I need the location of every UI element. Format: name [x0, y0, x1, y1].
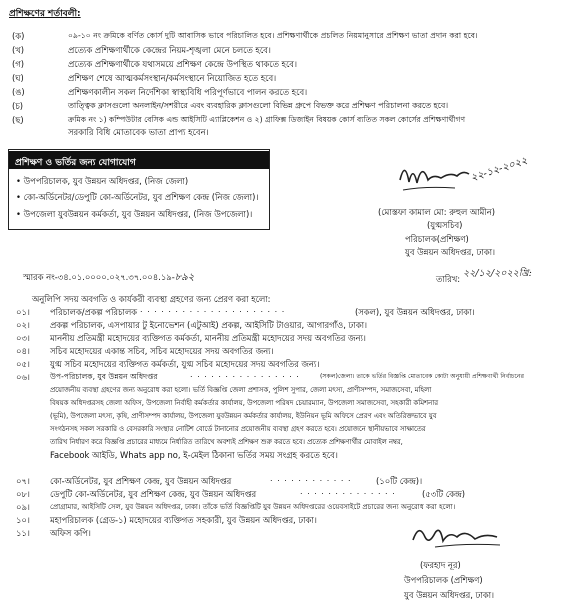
copy-fill-dots: . . . . . . . . . . . . . . . .: [190, 370, 300, 379]
signatory-1-title: পরিচালক(প্রশিক্ষণ): [405, 234, 469, 244]
copy-line: তারিখ নির্ধারণ করে বিজ্ঞপ্তি প্রচারের মাধ্যমে নির্ধারিত তারিখে অবশ্যই প্রশিক্ষণ শুরু করতে হবে। প্রত্যেক প্রশিক্ষণার্থীর মোবাইল নম্বর,: [50, 438, 403, 446]
condition-text: প্রত্যেক প্রশিক্ষণার্থীকে কেন্দ্রের নিয়ম-শৃঙ্খলা মেনে চলতে হবে।: [68, 45, 271, 55]
copy-number: ০৯।: [16, 502, 30, 512]
copy-number: ০৩।: [16, 333, 30, 343]
contact-item: • কো-অর্ডিনেটর/ডেপুটি কো-অর্ডিনেটর, যুব প্রশিক্ষণ কেন্দ্র (নিজ জেলা)।: [16, 192, 259, 202]
copy-fill-dots: . . . . . . . . . . . . . . . . . . . . .: [140, 305, 286, 314]
signatory-1-office: যুব উন্নয়ন অধিদপ্তর, ঢাকা।: [405, 247, 496, 257]
contact-box-header: [9, 151, 269, 169]
memo-number-label: স্মারক নং-৩৪.০১.০০০০.০২৭.৩৭.০০৪.১৯-: [23, 272, 175, 282]
memo-date-label: তারিখ:: [436, 274, 461, 284]
contact-item: • উপপরিচালক, যুব উন্নয়ন অধিদপ্তর, (নিজ জেলা): [16, 176, 189, 186]
memo-number-suffix: ৮৯২: [174, 272, 195, 283]
contact-item-text: কো-অর্ডিনেটর/ডেপুটি কো-অর্ডিনেটর, যুব প্রশিক্ষণ কেন্দ্র (নিজ জেলা)।: [23, 192, 259, 202]
signatory-2-title: উপপরিচালক (প্রশিক্ষণ): [404, 575, 483, 585]
condition-text: ক্রমিক নং ১) কম্পিউটার বেসিক এন্ড আইসিটি এ্যাপ্লিকেশন ও ২) গ্রাফিক্স ডিজাইন বিষয়ক কোর্স ব্যতিত সকল কোর্সের প্রশিক্ষণার্থীগণ: [68, 115, 466, 124]
copy-line: ডেপুটি কো-অর্ডিনেটর, যুব প্রশিক্ষণ কেন্দ্র, যুব উন্নয়ন অধিদপ্তর: [50, 489, 257, 499]
condition-text: তাত্ত্বিক ক্লাসগুলো অনলাইন/সশরীরে এবং ব্যবহারিক ক্লাসগুলো বিভিন্ন গ্রুপে বিভক্ত করে প্রশিক্ষণ পরিচালনা করতে হবে।: [68, 101, 449, 110]
copy-number: ০৪।: [16, 346, 30, 356]
condition-marker: (ছ): [12, 115, 24, 125]
copy-number: ০১।: [16, 307, 30, 317]
copy-line: (সকল), যুব উন্নয়ন অধিদপ্তর, ঢাকা।: [355, 307, 475, 317]
copy-line: অফিস কপি।: [50, 528, 91, 538]
condition-text: ০৯-১০ নং ক্রমিকে বর্ণিত কোর্স দুটি আবাসিক ভাবে পরিচালিত হবে। প্রশিক্ষণার্থীকে প্রচলিত নিয়মানুসারে প্রশিক্ষণ ভাতা প্রদান করা হবে।: [68, 31, 478, 40]
signatory-1-name: (মোস্তফা কামাল মো: রুহুল আমীন): [378, 207, 495, 217]
copy-line: পরিচালক/প্রকল্প পরিচালক: [50, 307, 138, 317]
signature-1-date: ২২-১২-২০২২: [469, 155, 529, 184]
signature-2: [405, 515, 515, 560]
copy-line: যুগ্ম সচিব মহোদয়ের ব্যক্তিগত কর্মকর্তা, যুগ্ম সচিব মহোদয়ের সদয় অবগতির জন্য।: [50, 359, 320, 369]
memo-date-value: ২২/১২/২০২২খ্রি:: [463, 268, 532, 279]
copy-line: সংগঠনসহ সকল সরকারি ও বেসরকারি সংস্থার নোটিশ বোর্ডে টানানোর প্রয়োজনীয় ব্যবস্থা গ্রহণ করতে হবে। প্রয়োজনে স্থানীয়ভাবে সাক্ষাতের: [50, 425, 426, 433]
condition-text: প্রশিক্ষণকালীন সকল নির্দেশিকা স্বাস্থ্যবিধি পরিপূর্ণভাবে পালন করতে হবে।: [68, 87, 308, 97]
condition-text: প্রশিক্ষণ শেষে আত্মকর্মসংস্থান/কর্মসংস্থানে নিয়োজিত হতে হবে।: [68, 73, 277, 83]
copy-number: ০৮।: [16, 489, 30, 499]
condition-marker: (চ): [12, 101, 24, 111]
copy-line: কো-অর্ডিনেটর, যুব প্রশিক্ষণ কেন্দ্র, যুব উন্নয়ন অধিদপ্তর: [50, 476, 232, 486]
copy-number: ০৭।: [16, 476, 30, 486]
copy-line: Facebook আইডি, Whats app no, ই-মেইল ঠিকানা ভর্তির সময় সংগ্রহ করতে হবে।: [50, 450, 338, 460]
memo-number: [23, 272, 194, 283]
copy-fill-dots: . . . . . . . . . . . . . .: [300, 487, 396, 496]
condition-marker: (ঙ): [12, 87, 25, 97]
copy-intro: অনুলিপি সদয় অবগতি ও কার্যকরী ব্যবস্থা গ্রহণের জন্য প্রেরণ করা হলো:: [32, 294, 271, 304]
copy-line: উপ-পরিচালক, যুব উন্নয়ন অধিদপ্তর: [50, 372, 158, 381]
condition-text: প্রত্যেক প্রশিক্ষণার্থীকে যথাসময়ে প্রশিক্ষণ কেন্দ্রে উপস্থিত থাকতে হবে।: [68, 59, 297, 69]
condition-marker: (ঘ): [12, 73, 24, 83]
condition-marker: (গ): [12, 59, 25, 69]
copy-line: প্রোগ্রামার, আইসিটি সেল, যুব উন্নয়ন অধিদপ্তর, ঢাকা। তাঁকে ভর্তি বিজ্ঞপ্তিটি যুব উন্নয়ন অধিদপ্তরের ওয়েবসাইটে প্রচারের জন্য অনুরোধ করা হলো।: [50, 503, 456, 511]
copy-line: (১০টি কেন্দ্র)।: [376, 476, 423, 486]
copy-line: (ভূমি), উপজেলা মৎস্য, কৃষি, প্রাণীসম্পদ কার্যালয়, উপজেলা যুবউন্নয়ন কর্মকর্তার কার্যালয়, ইউনিয়ন ভূমি অফিসে প্রেরণ এবং অতিরিক্তভাবে যুব: [50, 412, 437, 420]
copy-line: মহাপরিচালক (গ্রেড-১) মহোদয়ের ব্যক্তিগত সহকারী, যুব উন্নয়ন অধিদপ্তর, ঢাকা।: [50, 515, 317, 525]
signatory-2-name: (ফরহাদ নূর): [420, 560, 461, 570]
copy-line: (৫৩টি কেন্দ্র): [422, 489, 466, 499]
copy-number: ০৬।: [16, 372, 30, 382]
condition-marker: (ক): [12, 31, 25, 41]
copy-line: সচিব মহোদয়ের একান্ত সচিব, সচিব মহোদয়ের সদয় অবগতির জন্য।: [50, 346, 274, 356]
copy-line: মাননীয় প্রতিমন্ত্রী মহোদয়ের ব্যক্তিগত কর্মকর্তা, মাননীয় প্রতিমন্ত্রী মহোদয়ের সদয় অবগতির জন্য।: [50, 333, 366, 343]
signatory-2-office: যুব উন্নয়ন অধিদপ্তর, ঢাকা।: [404, 590, 495, 600]
copy-number: ১০।: [16, 515, 30, 525]
copy-line: প্রকল্প পরিচালক, এসপায়ার টু ইনোভেশন (এটুআই) প্রকল্প, আইসিটি টাওয়ার, আগারগাঁও, ঢাকা।: [50, 320, 367, 330]
contact-item-text: উপপরিচালক, যুব উন্নয়ন অধিদপ্তর, (নিজ জেলা): [23, 176, 189, 186]
copy-line: প্রয়োজনীয় ব্যবস্থা গ্রহণের জন্য অনুরোধ করা হলো। ভর্তি বিজ্ঞপ্তি জেলা প্রশাসক, পুলিশ সুপার, জেলা মৎস্য, প্রাণীসম্পদ, সমাজসেবা, মহিলা: [50, 386, 432, 394]
signatory-1-designation: (যুগ্মসচিব): [427, 220, 463, 230]
copy-fill-dots: . . . . . . . . . . . .: [270, 474, 352, 483]
condition-marker: (খ): [12, 45, 25, 55]
copy-line: (সকল)জেলা। তাকে ভর্তির বিজ্ঞপ্তি মোতাবেক কোটা অনুযায়ী প্রশিক্ষণার্থী নির্বাচনের: [320, 373, 524, 380]
conditions-heading: প্রশিক্ষণের শর্তাবলী:: [9, 9, 81, 19]
copy-line: বিষয়ক অধিদপ্তরসহ জেলা অফিস, উপজেলা নির্বাহী কর্মকর্তার কার্যালয়, উপজেলা পরিষদ চেয়ারম্যান, উপজেলা সমাজসেবা, সহকারী কমিশনার: [50, 399, 439, 407]
contact-box-title: প্রশিক্ষণ ও ভর্তির জন্য যোগাযোগ: [15, 158, 136, 168]
contact-item: • উপজেলা যুবউন্নয়ন কর্মকর্তা, যুব উন্নয়ন অধিদপ্তর, (নিজ উপজেলা)।: [16, 209, 253, 219]
copy-number: ১১।: [16, 528, 30, 538]
contact-item-text: উপজেলা যুবউন্নয়ন কর্মকর্তা, যুব উন্নয়ন অধিদপ্তর, (নিজ উপজেলা)।: [23, 209, 253, 219]
copy-number: ০২।: [16, 320, 30, 330]
copy-number: ০৫।: [16, 359, 30, 369]
condition-text-continued: সরকারি বিধি মোতাবেক ভাতা প্রাপ্য হবেন।: [68, 127, 209, 137]
